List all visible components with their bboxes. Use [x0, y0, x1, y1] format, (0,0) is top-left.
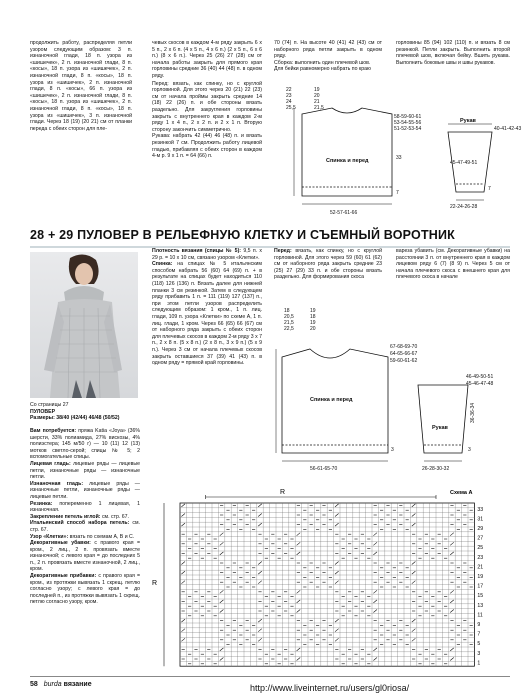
schema-cross-symbol: [181, 638, 185, 641]
schema-cross-symbol: [412, 638, 416, 641]
schema-cross-symbol: [181, 504, 185, 507]
schema-cross-symbol: [258, 581, 262, 584]
schema-cross-symbol: [335, 629, 339, 632]
instructions-column-2: [152, 248, 262, 367]
schema-cross-symbol: [335, 638, 339, 641]
top-pattern-diagram: [270, 84, 522, 224]
schema-cross-symbol: [220, 600, 224, 603]
mc1-para-5: Итальянский способ набора петель: см. стр. 67.: [30, 520, 140, 533]
caption-sizes: Размеры: 38/40 (42/44) 46/48 (50/52): [30, 415, 120, 421]
mid-sleeve-cuff: 3: [468, 447, 471, 453]
schema-cross-symbol: [258, 571, 262, 574]
materials-column: [30, 428, 140, 606]
schema-row-number: 33: [477, 506, 484, 513]
schema-row-number: 25: [477, 545, 484, 552]
mc1-para-6: Узор «Клетки»: вязать по схемам А, В и С.: [30, 533, 135, 540]
schema-cross-symbol: [450, 610, 454, 613]
top-text-col2-body: чевых скосов в каждом 4-м ряду закрыть 6 х 5 п., 2 х 6 п. (4 х 5 п., 4 х 6 п.) (2 х 5 п., 6 х 6 п.) (8 х 6 п.). Через 25 (26) 27 (28) см от начала работы закрыть для прямого края горловины средние 36 (40) 44 (48) п. в одном ряду.: [152, 40, 262, 79]
mid-left-num-1: 18: [284, 308, 290, 314]
instructions-column-4: [396, 248, 510, 281]
top-neck-num-2: 53-54-55-56: [394, 120, 422, 126]
schema-cross-symbol: [220, 552, 224, 555]
top-left2-num-1: 19: [314, 87, 320, 93]
schema-cross-symbol: [297, 648, 301, 651]
mid-left-num-3: 21,5: [284, 320, 294, 326]
mid-left2-num-3: 19: [310, 320, 316, 326]
schema-row-number: 29: [477, 526, 484, 532]
top-body-label: Спинка и перед: [326, 158, 369, 164]
schema-cross-symbol: [335, 562, 339, 565]
schema-cross-symbol: [181, 562, 185, 565]
mc1-para-2: Изнаночная гладь: лицевые ряды — изнаночные петли, изнаночные ряды — лицевые петли.: [30, 480, 140, 500]
schema-cross-symbol: [297, 600, 301, 603]
top-sleeve-bottom: 22-24-26-28: [450, 204, 478, 210]
schema-cross-symbol: [412, 562, 416, 565]
schema-cross-symbol: [335, 619, 339, 622]
schema-title: Схема А: [450, 490, 473, 496]
schema-cross-symbol: [335, 523, 339, 526]
schema-cross-symbol: [450, 648, 454, 651]
schema-cross-symbol: [220, 533, 224, 536]
top-left2-num-2: 20: [314, 93, 320, 99]
schema-cross-symbol: [181, 571, 185, 574]
top-left-num-2: 23: [286, 93, 292, 99]
mid-neck-num-1: 67-68-69-70: [390, 344, 418, 350]
schema-row-number: 19: [477, 574, 484, 580]
schema-cross-symbol: [181, 581, 185, 584]
mid-left2-num-1: 19: [310, 308, 316, 314]
schema-a-chart: [150, 485, 490, 671]
schema-cross-symbol: [297, 658, 301, 661]
schema-cross-symbol: [181, 523, 185, 526]
mid-sleeve-bottom: 26-28-30-32: [422, 466, 450, 472]
schema-cross-symbol: [297, 533, 301, 536]
top-hem-num: 7: [396, 190, 399, 196]
schema-row-number: 11: [477, 612, 483, 619]
schema-row-number: 15: [477, 593, 484, 600]
schema-cross-symbol: [412, 619, 416, 622]
schema-cross-symbol: [412, 523, 416, 526]
mid-body-label: Спинка и перед: [310, 397, 353, 403]
mid-sleeve-side: 36-36-34: [470, 402, 476, 423]
schema-cross-symbol: [335, 571, 339, 574]
schema-row-number: 23: [477, 554, 484, 561]
schema-cross-symbol: [258, 504, 262, 507]
top-sleeve-cuff: 7: [488, 186, 491, 192]
photo-caption: [30, 402, 138, 422]
top-left-num-1: 22: [286, 87, 292, 93]
mc1-para-4: Закрепление петель иглой: см. стр. 67.: [30, 513, 129, 520]
mc1-para-8: Декоративные прибавки: с правого края = кром., из протяжки вывязать 1 скрещ. петлю согласно узору; с левого края = до последней п., из протяжки вывязать 1 скрещ. петлю согласно узору, кром.: [30, 573, 140, 606]
mid-sleeve-num-1: 46-49-50-51: [466, 374, 494, 380]
schema-row-number: 9: [477, 622, 481, 628]
schema-r-side: R: [152, 580, 158, 587]
schema-cross-symbol: [258, 523, 262, 526]
schema-cross-symbol: [220, 658, 224, 661]
top-text-col3: [274, 40, 382, 73]
schema-cross-symbol: [373, 658, 377, 661]
top-text-col4-body: горловины 85 (94) 102 (110) п. и вязать 8 см резинкой. Петли закрыть. Выполнить второй плечевой шов, включая бейку. Вшить рукава. Выполнить боковые швы и швы рукавов.: [396, 40, 510, 66]
mid-left-num-2: 20,5: [284, 314, 294, 320]
mc1-para-0: Вам потребуется: пряжа Katia «Joya» (36% шерсти, 33% полиамида, 27% вискозы, 4% полиэстера; 145 м/50 г) — 10 (11) 12 (13) мотков светло-серой; спицы № 5; 2 вспомогательные спицы.: [30, 428, 140, 461]
schema-row-number: 3: [477, 650, 481, 657]
schema-cross-symbol: [220, 610, 224, 613]
sleeve-outline: [418, 385, 468, 453]
schema-row-number: 7: [477, 631, 481, 638]
schema-cross-symbol: [181, 619, 185, 622]
schema-cross-symbol: [450, 658, 454, 661]
top-text-col2: [152, 40, 262, 160]
top-text-col2-front: Перед: вязать, как спинку, но с круглой горловиной. Для этого через 20 (21) 22 (23) см от начала проймы закрыть средние 14 (18) 22 (26) п. и обе стороны вязать раздельно. Для закругления горловины закрыть с внутреннего края в каждом 2-м ряду 1 х 4 п., 2 х 2 п. и 2 х 1 п. Вторую сторону закончить симметрично.: [152, 80, 262, 133]
schema-cross-symbol: [450, 533, 454, 536]
mid-neck-num-2: 64-65-66-67: [390, 351, 418, 357]
mc2-para-1: Спинка: на спицах № 5 итальянским способом набрать 56 (60) 64 (69) п. + в результате на спицах будет находиться 110 (118) 126 (136) п. Вязать далее для нижней планки 3 см резинкой. Затем в следующем ряду прибавить 1 п. = 111 (119) 127 (137) п., при этом петли узоров распределить следующим образом: 1 кром., 1 п. лиц. глади, 109 п. узора «Клетки» по схеме А, 1 п. лиц. глади, 1 кром. Через 66 (65) 66 (67) см от наборного ряда закрыть с обеих сторон для плечевых скосов в каждом 2-м ряду 3 х 7 п., 2 х 8 п. (5 х 8 п.) (2 х 8 п., 3 х 9 п.) (5 х 9 п.). Через 3 см от начала плечевых скосов закрыть оставшиеся 37 (39) 41 (43) п. в одном ряду = прямой край горловины.: [152, 261, 262, 367]
top-sleeve-label: Рукав: [460, 118, 476, 124]
top-text-col1: [30, 40, 132, 132]
schema-cross-symbol: [450, 600, 454, 603]
schema-row-number: 1: [477, 660, 481, 667]
section-title: 28 + 29 ПУЛОВЕР В РЕЛЬЕФНУЮ КЛЕТКУ И СЪЕМНЫЙ ВОРОТНИК: [30, 228, 456, 242]
top-neck-num-3: 51-52-53-54: [394, 126, 422, 132]
mid-sleeve-num-2: 45-46-47-48: [466, 381, 494, 387]
schema-cross-symbol: [373, 542, 377, 545]
top-left-num-4: 25,5: [286, 105, 296, 111]
schema-cross-symbol: [373, 590, 377, 593]
mc1-para-7: Декоративные убавки: с правого края = кром., 2 лиц., 2 п. провязать вместе изнаночной; с левого края = до последних 5 п., 2 п. провязать вместе изнаночной, 2 лиц., кром.: [30, 540, 140, 573]
schema-cross-symbol: [373, 610, 377, 613]
mc4-para-0: вареза убавить (см. Декоративные убавки) на расстоянии 3 п. от внутреннего края в каждом лицевом ряду 6 (7) (8 9) п. Через 5 см от начала плечевого скоса с внешнего края для плечевого скоса в начале: [396, 248, 510, 281]
top-left2-num-4: 21,5: [314, 105, 324, 111]
schema-cross-symbol: [220, 542, 224, 545]
schema-cross-symbol: [258, 619, 262, 622]
schema-cross-symbol: [373, 533, 377, 536]
schema-cross-symbol: [450, 552, 454, 555]
schema-row-number: 31: [477, 516, 484, 523]
schema-row-number: 5: [477, 641, 481, 648]
mc1-para-3: Резинка: попеременно 1 лицевая, 1 изнаночная.: [30, 500, 140, 514]
schema-cross-symbol: [450, 590, 454, 593]
schema-cross-symbol: [412, 581, 416, 584]
schema-cross-symbol: [297, 590, 301, 593]
schema-cross-symbol: [335, 504, 339, 507]
schema-cross-symbol: [412, 504, 416, 507]
top-neck-num-1: 58-59-60-61: [394, 114, 422, 120]
schema-cross-symbol: [220, 590, 224, 593]
top-left-num-3: 24: [286, 99, 292, 105]
schema-cross-symbol: [412, 629, 416, 632]
top-text-col4: [396, 40, 510, 66]
top-text-col1-body: продолжить работу, распределяя петли узором следующим образом: 3 п. изнаночной глади, 18 п. узора из «шишечек», 2 п. изнаночной глади, 8 п. «косы», 18 п. узора из «шишечек», 2 п. изнаночной глади, 8 п. «косы», 18 п. узора из «шишечек», 2 п. изнаночной глади, 8 п. «косы», 66 п. узора из «шишечек», 2 п. изнаночной глади, 8 п. «косы», 18 п. узора из «шишечек», 2 п. изнаночной глади, 8 п. «косы», 18 п. узора из «шишечек», 3 п. изнаночной глади. Через 18 (19) (20 21) см от планки переда с обеих сторон для пле-: [30, 40, 132, 132]
footer-section: вязание: [63, 681, 92, 688]
mid-hem-num: 3: [391, 447, 394, 453]
schema-cross-symbol: [297, 552, 301, 555]
schema-cross-symbol: [181, 629, 185, 632]
schema-cross-symbol: [373, 552, 377, 555]
top-text-col3-body: 70 (74) п. На высоте 40 (41) 42 (43) см от наборного ряда петли закрыть в одном ряду.: [274, 40, 382, 60]
schema-cross-symbol: [258, 514, 262, 517]
instructions-column-3: [274, 248, 382, 281]
mid-left2-num-4: 20: [310, 326, 316, 332]
schema-row-number: 27: [477, 535, 484, 542]
schema-cross-symbol: [412, 571, 416, 574]
top-sleeve-mid: 45-47-49-51: [450, 160, 478, 166]
model-photo: [30, 252, 138, 398]
schema-cross-symbol: [450, 542, 454, 545]
schema-row-number: 17: [477, 583, 484, 590]
top-sleeve-top: 40-41-42-43: [494, 126, 522, 132]
top-text-col3-assembly: Сборка: выполнить один плечевой шов.: [274, 59, 371, 66]
top-body-outline: [302, 108, 392, 196]
top-left2-num-3: 21: [314, 99, 320, 105]
schema-cross-symbol: [258, 638, 262, 641]
schema-cross-symbol: [412, 514, 416, 517]
schema-cross-symbol: [335, 514, 339, 517]
sweater-pattern-diagram: [270, 305, 515, 475]
mc1-para-1: Лицевая гладь: лицевые ряды — лицевые петли, изнаночные ряды — изнаночные петли.: [30, 460, 140, 481]
watermark-url: http://www.liveinternet.ru/users/gl0riosa/: [250, 683, 410, 693]
footer-rule: [30, 676, 510, 677]
mc2-para-0: Плотность вязания (спицы № 5): 9,5 п. х 29 р. = 10 х 10 см, связано узором «Клетки».: [152, 248, 262, 261]
schema-cross-symbol: [373, 600, 377, 603]
mid-neck-num-3: 59-60-61-62: [390, 358, 418, 364]
mid-sleeve-label: Рукав: [432, 425, 448, 431]
schema-r-top: R: [280, 489, 286, 496]
top-text-col3-band: Для бейки равномерно набрать по краю: [274, 66, 371, 73]
schema-cross-symbol: [181, 514, 185, 517]
schema-cross-symbol: [258, 629, 262, 632]
page-number: 58: [30, 681, 38, 688]
caption-name: ПУЛОВЕР: [30, 408, 56, 415]
page-footer: [30, 681, 92, 688]
schema-cross-symbol: [297, 610, 301, 613]
schema-cross-symbol: [258, 562, 262, 565]
top-text-col2-sleeves: Рукава: набрать 42 (44) 46 (48) п. и вязать резинкой 7 см. Продолжить работу лицевой гладью, прибавляя с обеих сторон в каждом 4-м р. 9 х 1 п. = 64 (66) п.: [152, 133, 262, 160]
mc3-para-0: Перед: вязать, как спинку, но с круглой горловиной. Для этого через 59 (60) 61 (62) см от наборного ряда закрыть средние 23 (25) 27 (29) 33 п. и обе стороны вязать раздельно. Для формирования скоса: [274, 248, 382, 281]
schema-row-number: 13: [477, 602, 484, 609]
mid-bottom-nums: 56-61-65-70: [310, 466, 338, 472]
mid-left2-num-2: 18: [310, 314, 316, 320]
top-side-num: 33: [396, 155, 402, 161]
top-bottom-nums: 52-57-61-66: [330, 210, 358, 216]
schema-cross-symbol: [220, 648, 224, 651]
caption-from-page: Со страницы 27: [30, 402, 69, 408]
schema-row-number: 21: [477, 564, 484, 571]
mid-left-num-4: 22,5: [284, 326, 294, 332]
schema-cross-symbol: [335, 581, 339, 584]
schema-cross-symbol: [373, 648, 377, 651]
footer-brand: burda: [43, 681, 62, 688]
schema-cross-symbol: [297, 542, 301, 545]
